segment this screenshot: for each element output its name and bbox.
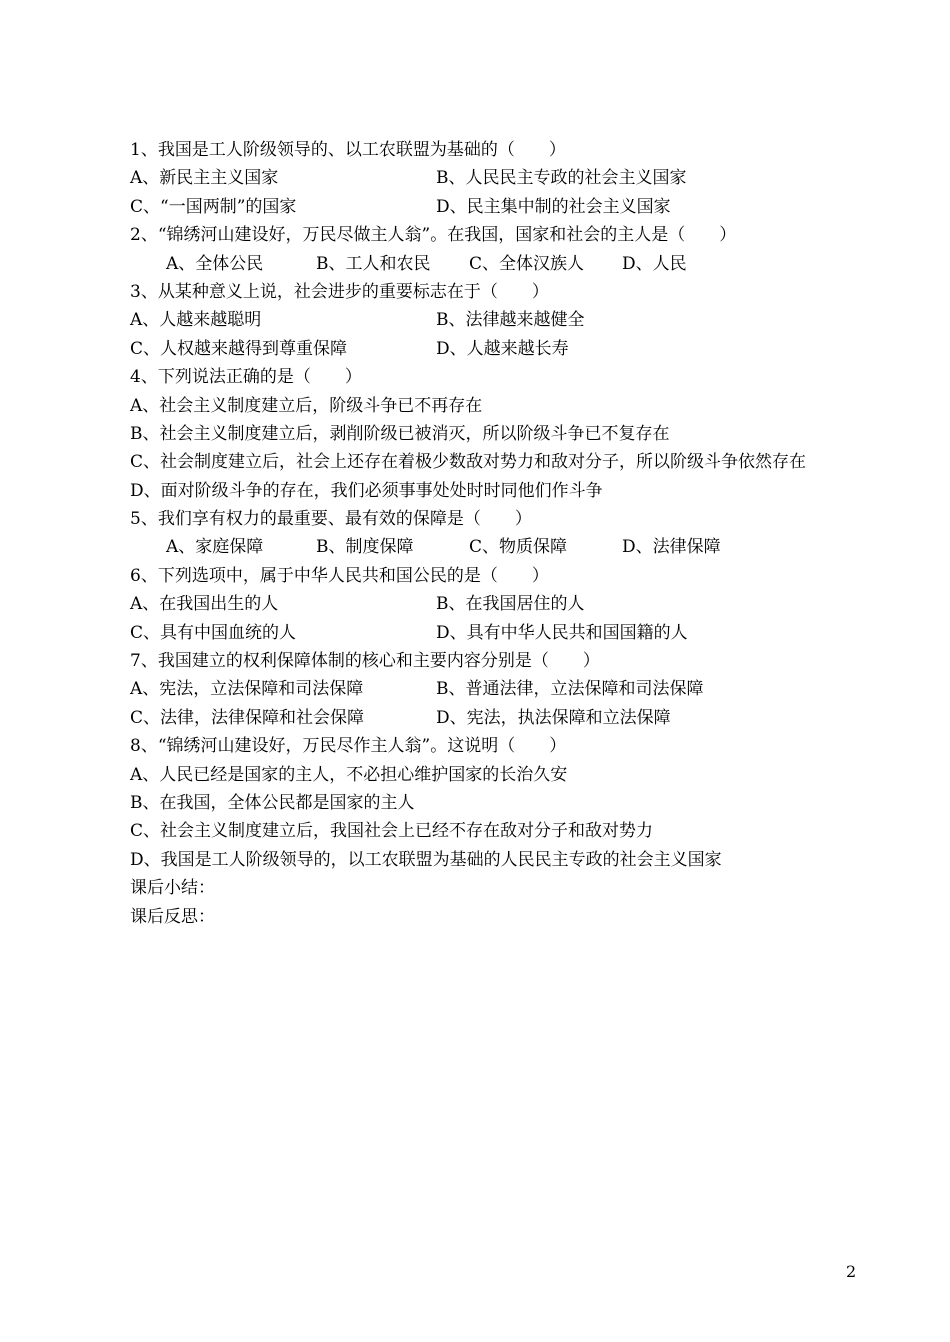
question-stem: 2、“锦绣河山建设好，万民尽做主人翁”。在我国，国家和社会的主人是（ ）: [130, 225, 737, 246]
option: B、普通法律，立法保障和司法保障: [436, 679, 704, 700]
option: D、人民: [622, 253, 687, 274]
worksheet: [130, 136, 870, 931]
question-stem: 8、“锦绣河山建设好，万民尽作主人翁”。这说明（ ）: [130, 736, 567, 757]
option: C、社会主义制度建立后，我国社会上已经不存在敌对分子和敌对势力: [130, 821, 654, 842]
page-number: 2: [846, 1262, 857, 1281]
option-row: [130, 619, 870, 647]
option: A、宪法，立法保障和司法保障: [130, 679, 364, 700]
option: C、物质保障: [469, 537, 568, 558]
option: A、人民已经是国家的主人，不必担心维护国家的长治久安: [130, 764, 568, 785]
option-row: [130, 590, 870, 618]
question-stem: 6、下列选项中，属于中华人民共和国公民的是（ ）: [130, 565, 549, 586]
option: B、在我国居住的人: [436, 594, 585, 615]
option: D、具有中华人民共和国国籍的人: [436, 622, 688, 643]
option-row: [130, 306, 870, 334]
option: D、宪法，执法保障和立法保障: [436, 707, 671, 728]
option: B、制度保障: [316, 537, 414, 558]
option: D、我国是工人阶级领导的，以工农联盟为基础的人民民主专政的社会主义国家: [130, 849, 722, 870]
question-stem: 1、我国是工人阶级领导的、以工农联盟为基础的（ ）: [130, 140, 566, 160]
option: A、社会主义制度建立后，阶级斗争已不再存在: [130, 395, 483, 416]
option: C、全体汉族人: [469, 253, 585, 274]
option-row: [130, 704, 870, 732]
option: A、新民主主义国家: [130, 168, 279, 189]
summary-label: 课后小结：: [130, 878, 215, 899]
option: D、面对阶级斗争的存在，我们必须事事处处时时同他们作斗争: [130, 480, 603, 501]
reflection-label: 课后反思：: [130, 906, 215, 927]
question-stem: 3、从某种意义上说，社会进步的重要标志在于（ ）: [130, 281, 549, 302]
option: C、“一国两制”的国家: [130, 196, 297, 217]
question-stem: 5、我们享有权力的最重要、最有效的保障是（ ）: [130, 509, 532, 530]
question-stem: 7、我国建立的权利保障体制的核心和主要内容分别是（ ）: [130, 651, 600, 672]
question-stem: 4、下列说法正确的是（ ）: [130, 367, 362, 388]
option: D、民主集中制的社会主义国家: [436, 196, 671, 217]
option: C、具有中国血统的人: [130, 622, 297, 643]
option: C、法律，法律保障和社会保障: [130, 707, 365, 728]
option: D、人越来越长寿: [436, 338, 569, 359]
option-row: [130, 675, 870, 703]
option: A、全体公民: [166, 253, 264, 274]
option: B、社会主义制度建立后，剥削阶级已被消灭，所以阶级斗争已不复存在: [130, 423, 670, 444]
option: C、社会制度建立后，社会上还存在着极少数敌对势力和敌对分子，所以阶级斗争依然存在: [130, 452, 807, 473]
option: B、在我国，全体公民都是国家的主人: [130, 793, 415, 813]
option: B、工人和农民: [316, 253, 431, 274]
option-row: [130, 335, 870, 363]
option: D、法律保障: [622, 537, 721, 558]
option: A、家庭保障: [166, 537, 264, 558]
option: B、法律越来越健全: [436, 310, 585, 331]
option-row: [130, 250, 870, 278]
option-row: [130, 533, 870, 561]
option-row: [130, 193, 870, 221]
option: A、在我国出生的人: [130, 594, 279, 615]
option: A、人越来越聪明: [130, 310, 262, 331]
option: C、人权越来越得到尊重保障: [130, 338, 348, 359]
option: B、人民民主专政的社会主义国家: [436, 168, 687, 189]
option-row: [130, 164, 870, 192]
